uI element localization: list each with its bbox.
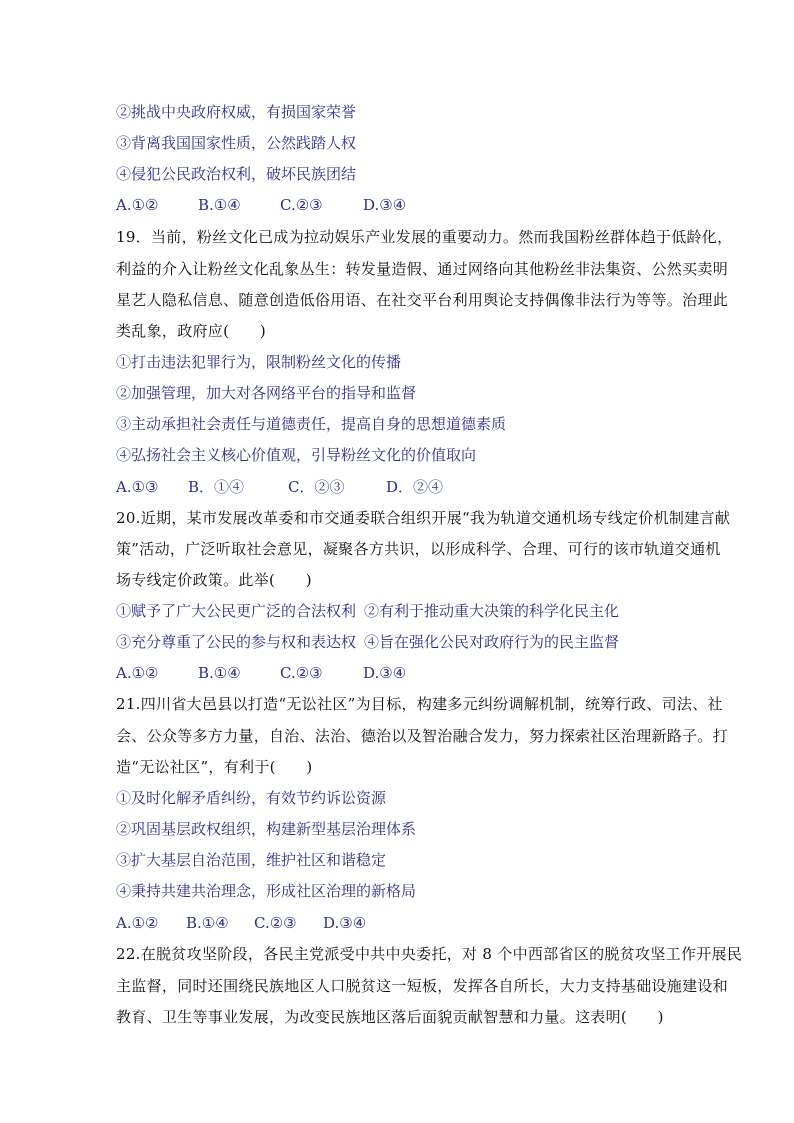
q18-choice-b: B.①④	[198, 196, 241, 214]
q18-choice-a: A.①②	[116, 196, 159, 214]
q22-stem-line-3: 教育、卫生等事业发展，为改变民族地区落后面貌贡献智慧和力量。这表明( )	[116, 1008, 664, 1026]
q22-stem-line-1: 22.在脱贫攻坚阶段，各民主党派受中共中央委托，对 8 个中西部省区的脱贫攻坚工作开展民	[116, 945, 743, 963]
q19-choice-c: C．②③	[288, 478, 345, 496]
q19-choice-b: B．①④	[188, 478, 245, 496]
q19-stem-line-3: 星艺人隐私信息、随意创造低俗用语、在社交平台利用舆论支持偶像非法行为等等。治理此	[116, 291, 729, 309]
q19-option-1: ①打击违法犯罪行为，限制粉丝文化的传播	[116, 353, 402, 371]
q20-stem-line-3: 场专线定价政策。此举( )	[116, 571, 312, 589]
q20-options-row-1	[116, 602, 636, 620]
q18-option-2: ②挑战中央政府权威，有损国家荣誉	[116, 103, 357, 121]
q19-option-3: ③主动承担社会责任与道德责任，提高自身的思想道德素质	[116, 415, 507, 433]
q21-option-1: ①及时化解矛盾纠纷，有效节约诉讼资源	[116, 789, 387, 807]
q21-stem-line-1: 21.四川省大邑县以打造“无讼社区”为目标，构建多元纠纷调解机制，统筹行政、司法、社	[116, 695, 723, 713]
q22-stem-line-2: 主监督，同时还围绕民族地区人口脱贫这一短板，发挥各自所长，大力支持基础设施建设和	[116, 977, 729, 995]
q20-stem-line-1: 20.近期，某市发展改革委和市交通委联合组织开展“我为轨道交通机场专线定价机制建言献	[116, 509, 731, 527]
q20-choice-d: D.③④	[363, 664, 407, 682]
q20-option-4: ④旨在强化公民对政府行为的民主监督	[364, 633, 620, 651]
q20-stem-line-2: 策”活动，广泛听取社会意见，凝聚各方共识，以形成科学、合理、可行的该市轨道交通机	[116, 540, 721, 558]
q21-option-4: ④秉持共建共治理念，形成社区治理的新格局	[116, 882, 417, 900]
q21-stem-line-3: 造“无讼社区”，有利于( )	[116, 758, 313, 776]
q19-stem-line-2: 利益的介入让粉丝文化乱象丛生：转发量造假、通过网络向其他粉丝非法集资、公然买卖明	[116, 260, 729, 278]
q19-choice-a: A.①③	[116, 478, 159, 496]
q18-option-3: ③背离我国国家性质，公然践踏人权	[116, 134, 357, 152]
q20-choice-b: B.①④	[198, 664, 241, 682]
q19-choice-d: D．②④	[386, 478, 444, 496]
q21-choice-c: C.②③	[254, 914, 297, 932]
q21-option-2: ②巩固基层政权组织，构建新型基层治理体系	[116, 820, 417, 838]
q19-stem-line-1: 19．当前，粉丝文化已成为拉动娱乐产业发展的重要动力。然而我国粉丝群体趋于低龄化，	[116, 228, 733, 246]
q20-option-3: ③充分尊重了公民的参与权和表达权	[116, 633, 357, 651]
q21-option-3: ③扩大基层自治范围，维护社区和谐稳定	[116, 851, 387, 869]
q21-stem-line-2: 会、公众等多方力量，自治、法治、德治以及智治融合发力，努力探索社区治理新路子。打	[116, 727, 729, 745]
q20-options-row-2	[116, 633, 636, 651]
q19-stem-line-4: 类乱象，政府应( )	[116, 322, 267, 340]
q20-choice-a: A.①②	[116, 664, 159, 682]
q20-option-2: ②有利于推动重大决策的科学化民主化	[364, 602, 620, 620]
q20-choice-c: C.②③	[280, 664, 323, 682]
q21-choice-d: D.③④	[323, 914, 367, 932]
q19-option-2: ②加强管理，加大对各网络平台的指导和监督	[116, 384, 417, 402]
q21-choice-b: B.①④	[186, 914, 229, 932]
q18-option-4: ④侵犯公民政治权利，破坏民族团结	[116, 165, 357, 183]
q20-option-1: ①赋予了广大公民更广泛的合法权利	[116, 602, 357, 620]
q18-choice-d: D.③④	[363, 196, 407, 214]
q18-choice-c: C.②③	[280, 196, 323, 214]
q19-option-4: ④弘扬社会主义核心价值观，引导粉丝文化的价值取向	[116, 446, 477, 464]
q21-choice-a: A.①②	[116, 914, 159, 932]
